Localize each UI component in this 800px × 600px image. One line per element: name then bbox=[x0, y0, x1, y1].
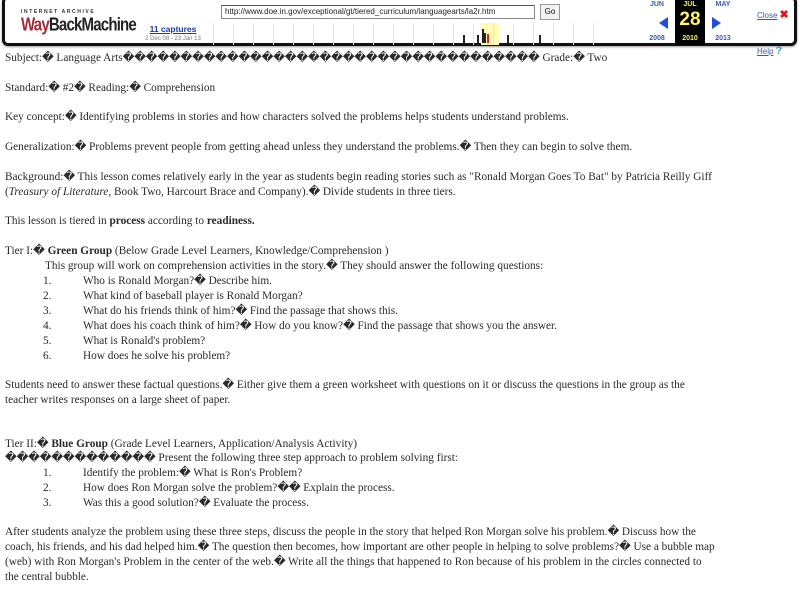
current-year: 2010 bbox=[682, 35, 698, 42]
subject-line: Subject:� Language Arts������������������������������������ Grade:� Two bbox=[5, 52, 608, 64]
tier1-followup-2: teacher writes responses on a large sheet of paper. bbox=[5, 394, 231, 406]
timeline-tick bbox=[593, 23, 594, 45]
capture-bar bbox=[539, 35, 541, 43]
question-item: 3. What do his friends think of him?� Find the passage that shows this. bbox=[43, 305, 398, 317]
tier2-after-1: After students analyze the problem using these three steps, discuss the people in the story that helped Ron Morgan solve his problem.� Discuss how the bbox=[5, 526, 696, 538]
help-icon[interactable]: ? bbox=[775, 45, 783, 57]
timeline-tick bbox=[573, 23, 574, 45]
timeline-tick bbox=[253, 23, 254, 45]
green-group-label: Green Group bbox=[47, 245, 113, 257]
wayback-logo[interactable] bbox=[21, 9, 136, 36]
timeline-tick bbox=[313, 23, 314, 45]
tier2-after-2: coach, his friends, and his dad helped him.� The question then becomes, how important are other people in helping to solve problems?� Use a bubble map bbox=[5, 541, 715, 553]
tier2-intro: ������������� Present the following three step approach to problem solving first: bbox=[5, 452, 459, 464]
capture-bar bbox=[463, 35, 465, 43]
timeline-tick bbox=[493, 23, 494, 45]
timeline-tick bbox=[393, 23, 394, 45]
tier1-intro: This group will work on comprehension activities in the story.� They should answer the following questions: bbox=[45, 260, 544, 272]
current-day: 28 bbox=[679, 9, 701, 30]
book-title: Treasury of Literature bbox=[8, 186, 109, 198]
tier2-after-4: the central bubble. bbox=[5, 571, 89, 583]
timeline-tick bbox=[373, 23, 374, 45]
capture-timeline[interactable] bbox=[213, 23, 608, 45]
timeline-tick bbox=[293, 23, 294, 45]
step-item: 3. Was this a good solution?� Evaluate the process. bbox=[43, 497, 309, 509]
wayback-machine-wordmark: WayBackMachine bbox=[21, 14, 136, 36]
capture-bar bbox=[477, 35, 479, 43]
timeline-tick bbox=[513, 23, 514, 45]
timeline-tick bbox=[413, 23, 414, 45]
tier2-after-3: (web) with Ron Morgan's Problem in the center of the web.� Write all the things that happened to Ron because of his problem in the circles connected to bbox=[5, 556, 702, 568]
timeline-tick bbox=[433, 23, 434, 45]
captures-link[interactable]: 11 captures bbox=[149, 24, 197, 34]
prev-capture[interactable] bbox=[642, 0, 672, 45]
timeline-tick bbox=[273, 23, 274, 45]
timeline-tick bbox=[213, 23, 214, 45]
next-arrow-icon[interactable] bbox=[712, 17, 721, 29]
step-item: 2. How does Ron Morgan solve the problem?�� Explain the process. bbox=[43, 482, 395, 494]
close-icon[interactable]: ✖ bbox=[779, 9, 789, 21]
next-year[interactable]: 2013 bbox=[715, 35, 731, 42]
timeline-tick bbox=[233, 23, 234, 45]
next-month[interactable]: MAY bbox=[715, 1, 731, 8]
next-capture[interactable] bbox=[708, 0, 738, 45]
timeline-tick bbox=[533, 23, 534, 45]
timeline-tick bbox=[333, 23, 334, 45]
timeline-tick bbox=[353, 23, 354, 45]
generalization: Generalization:� Problems prevent people from getting ahead unless they understand the problems.� Then they can begin to solve them. bbox=[5, 141, 633, 153]
captures-info bbox=[133, 24, 213, 42]
question-item: 2. What kind of baseball player is Ronald Morgan? bbox=[43, 290, 303, 302]
tier1-followup-1: Students need to answer these factual questions.� Either give them a green worksheet with questions on it or discuss the questions in the group as the bbox=[5, 379, 685, 391]
tier1-heading: Tier I:� Green Group (Below Grade Level Learners, Knowledge/Comprehension ) bbox=[5, 245, 389, 257]
current-month: JUL bbox=[683, 1, 697, 8]
current-capture bbox=[675, 0, 705, 45]
go-button[interactable]: Go bbox=[540, 4, 560, 20]
wayback-toolbar bbox=[2, 0, 797, 57]
tier2-heading: Tier II:� Blue Group (Grade Level Learners, Application/Analysis Activity) bbox=[5, 438, 358, 450]
question-item: 5. What is Ronald's problem? bbox=[43, 335, 206, 347]
timeline-tick bbox=[453, 23, 454, 45]
url-input[interactable]: http://www.doe.in.gov/exceptional/gt/tiered_curriculum/languagearts/la2r.htm bbox=[221, 5, 535, 19]
blue-group-label: Blue Group bbox=[51, 438, 108, 450]
background-line-1: Background:� This lesson comes relatively early in the year as students begin reading stories such as "Ronald Morgan Goes To Bat" by Patricia Reilly Giff bbox=[5, 171, 712, 183]
capture-bar-current bbox=[487, 34, 489, 43]
tier2-steps bbox=[43, 466, 395, 511]
capture-bar bbox=[484, 33, 486, 43]
capture-bar bbox=[507, 35, 509, 43]
tier1-questions bbox=[43, 274, 557, 364]
timeline-tick bbox=[473, 23, 474, 45]
timeline-tick bbox=[553, 23, 554, 45]
question-item: 1. Who is Ronald Morgan?� Describe him. bbox=[43, 275, 272, 287]
background-line-2: (Treasury of Literature, Book Two, Harcourt Brace and Company).� Divide students in three tiers. bbox=[5, 186, 456, 198]
prev-year[interactable]: 2008 bbox=[649, 35, 665, 42]
calendar-nav bbox=[642, 0, 752, 45]
close-button[interactable] bbox=[757, 5, 797, 23]
close-link[interactable]: Close bbox=[757, 11, 778, 20]
step-item: 1. Identify the problem:� What is Ron's Problem? bbox=[43, 467, 303, 479]
internet-archive-label: INTERNET ARCHIVE bbox=[21, 9, 96, 15]
question-item: 4. What does his coach think of him?� How do you know?� Find the passage that shows you the answer. bbox=[43, 320, 558, 332]
key-concept: Key concept:� Identifying problems in stories and how characters solved the problems helps students understand problems. bbox=[5, 111, 569, 123]
prev-month[interactable]: JUN bbox=[649, 1, 664, 8]
tiered-statement: This lesson is tiered in process according to readiness. bbox=[5, 215, 255, 227]
prev-arrow-icon[interactable] bbox=[659, 17, 668, 29]
standard-line: Standard:� #2� Reading:� Comprehension bbox=[5, 82, 216, 94]
question-item: 6. How does he solve his problem? bbox=[43, 350, 231, 362]
help-link[interactable]: Help bbox=[757, 47, 774, 56]
captures-range: 2 Dec 08 - 23 Jan 13 bbox=[145, 36, 201, 42]
